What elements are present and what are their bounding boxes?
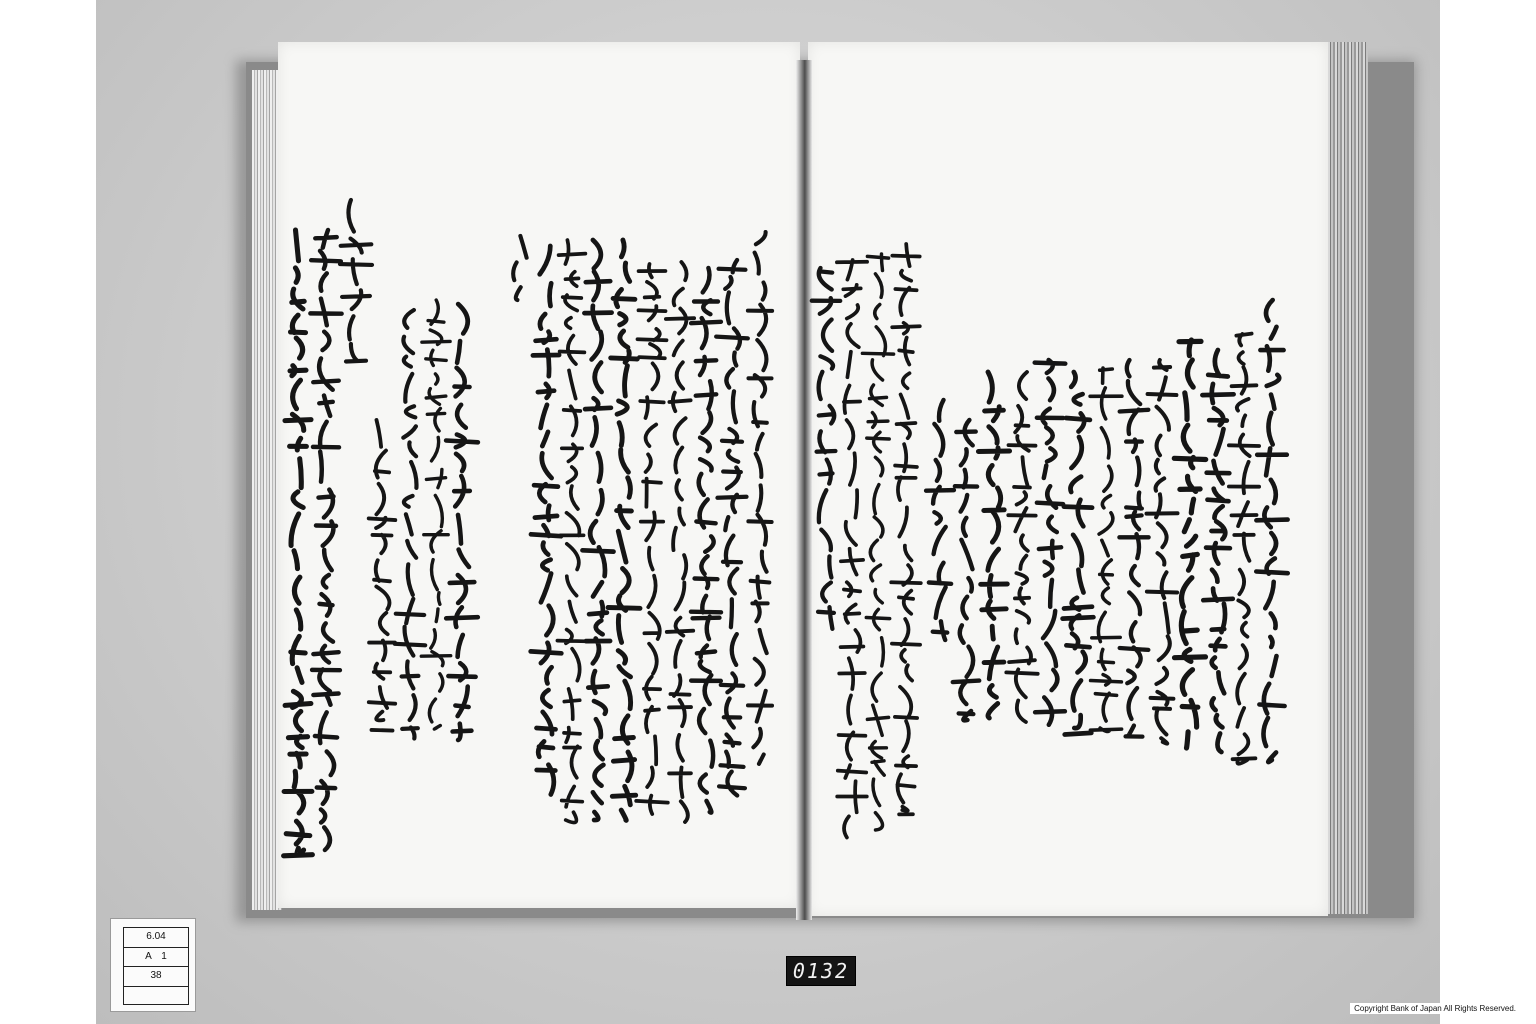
- handwritten-column: [1229, 334, 1259, 764]
- handwritten-column: [748, 232, 772, 764]
- archive-label-row: A 1: [124, 948, 188, 968]
- archive-label-card: [110, 918, 196, 1012]
- handwritten-column: [691, 268, 721, 813]
- handwritten-column: [716, 260, 748, 796]
- handwritten-column: [608, 240, 640, 820]
- handwritten-column: [284, 230, 313, 856]
- handwritten-column: [1174, 340, 1205, 748]
- handwritten-column: [1035, 360, 1066, 725]
- frame-number-plate: [786, 956, 856, 986]
- handwritten-column: [1256, 300, 1287, 762]
- handwritten-column: [1147, 360, 1178, 744]
- handwritten-column: [926, 400, 954, 640]
- handwritten-column: [369, 420, 396, 731]
- frame-number: 0132: [792, 959, 850, 983]
- handwritten-column: [978, 372, 1009, 718]
- handwritten-column: [446, 304, 478, 740]
- handwritten-column: [340, 200, 372, 362]
- handwritten-column: [891, 244, 921, 814]
- handwritten-column: [310, 230, 341, 850]
- archive-label-row: 6.04: [124, 928, 188, 948]
- handwritten-column: [1006, 372, 1037, 722]
- handwritten-column: [862, 254, 893, 830]
- handwritten-column: [421, 300, 450, 729]
- archive-label-row: 38: [124, 967, 188, 987]
- handwritten-column: [557, 240, 586, 823]
- handwritten-column: [837, 260, 867, 838]
- archive-label-row: [124, 987, 188, 1007]
- handwritten-column: [1063, 372, 1094, 735]
- copyright-notice: Copyright Bank of Japan All Rights Reserved.: [1350, 1003, 1520, 1014]
- handwritten-column: [953, 420, 979, 720]
- handwritten-column: [1119, 360, 1148, 737]
- handwritten-column: [513, 236, 526, 300]
- handwritten-column: [1090, 368, 1122, 732]
- handwritten-column: [583, 240, 614, 820]
- handwritten-column: [1202, 350, 1233, 752]
- handwritten-column: [395, 310, 425, 739]
- archive-label-grid: [123, 927, 189, 1005]
- handwritten-column: [531, 246, 562, 795]
- handwritten-column: [666, 262, 694, 822]
- handwritten-column: [812, 268, 840, 629]
- handwritten-column: [636, 264, 668, 814]
